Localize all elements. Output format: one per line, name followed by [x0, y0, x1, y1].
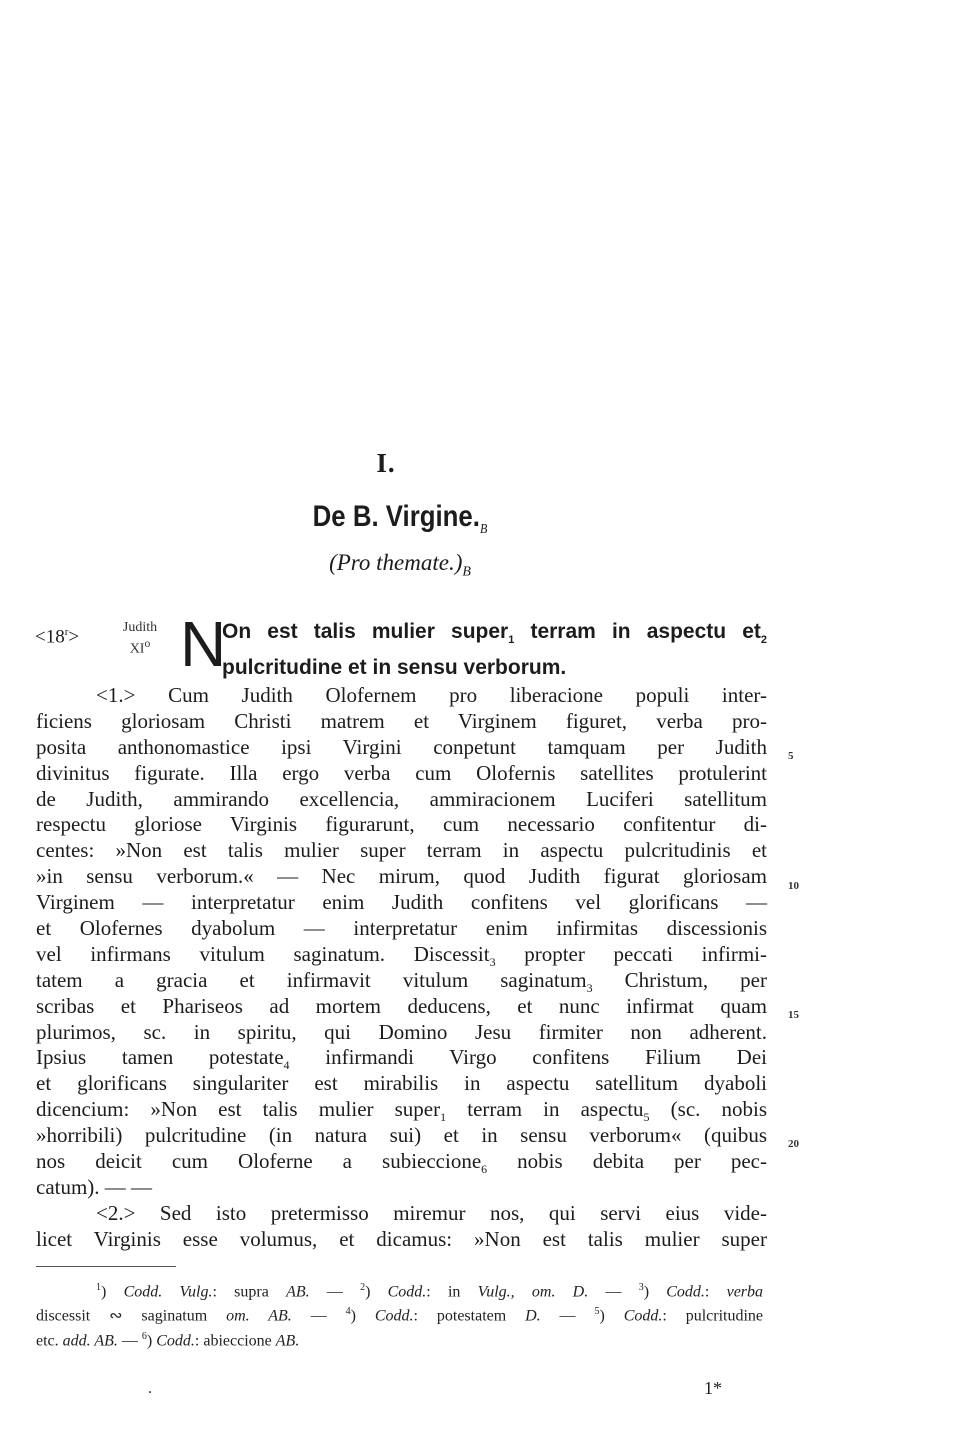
title-siglum: B	[479, 522, 488, 537]
subtitle-siglum: B	[462, 564, 471, 580]
text-line: centes: »Non est talis mulier super terram in aspectu pulcritudinis et	[36, 838, 767, 863]
text-line: de Judith, ammirando excellencia, ammiracionem Luciferi satellitum	[36, 786, 767, 811]
text-line: <2.> Sed isto pretermisso miremur nos, qui servi eius vide-	[96, 1200, 767, 1225]
subtitle-text: (Pro themate.)	[329, 550, 463, 575]
footnote-line: discessit ∾ saginatum om. AB. — $^4$) Codd.: potestatem D. — $^5$) Codd.: pulcritudine	[36, 1306, 764, 1325]
line-number: 10	[788, 880, 799, 892]
text-line: »horribili) pulcritudine (in natura sui) et in sensu verborum« (quibus	[36, 1123, 767, 1148]
text-line: Virginem — interpretatur enim Judith confitens vel glorificans —	[36, 890, 767, 915]
sermon-subtitle	[0, 550, 800, 581]
line-number: 5	[788, 750, 794, 762]
line-number: 15	[788, 1009, 799, 1021]
folio-reference: $<18^r>$	[35, 626, 80, 648]
text-line: plurimos, sc. in spiritu, qui Domino Jesu firmiter non adherent.	[36, 1019, 767, 1044]
sermon-title	[56, 500, 744, 538]
text-line: catum). — —	[36, 1174, 153, 1199]
margin-bible-reference: Judith $XI^o$	[122, 620, 158, 657]
text-line: tatem a gracia et infirmavit vitulum saginatum$_3$ Christum, per	[36, 967, 767, 995]
footnote-rule	[36, 1266, 176, 1267]
line-number: 20	[788, 1138, 799, 1150]
text-line: dicencium: »Non est talis mulier super$_1$ terram in aspectu$_5$ (sc. nobis	[36, 1097, 767, 1125]
text-line: respectu gloriose Virginis figurarunt, cum necessario confitentur di-	[36, 812, 767, 837]
text-line: ficiens gloriosam Christi matrem et Virginem figuret, verba pro-	[36, 708, 767, 733]
text-line: licet Virginis esse volumus, et dicamus: »Non est talis mulier super	[36, 1226, 767, 1251]
text-line: Ipsius tamen potestate$_4$ infirmandi Virgo confitens Filium Dei	[36, 1045, 768, 1073]
text-line: nos deicit cum Oloferne a subieccione$_6$ nobis debita per pec-	[36, 1149, 767, 1177]
printer-signature: 1*	[704, 1378, 722, 1398]
text-line: divinitus figurate. Illa ergo verba cum Olofernis satellites protulerint	[36, 760, 767, 785]
stray-dot: .	[148, 1380, 152, 1397]
footnote-line: etc. add. AB. — $^6$) Codd.: abieccione AB.	[36, 1330, 300, 1349]
text-line: »in sensu verborum.« — Nec mirum, quod Judith figurat gloriosam	[36, 864, 767, 889]
drop-cap-initial: N	[180, 608, 227, 680]
text-line: <1.> Cum Judith Olofernem pro liberacione populi inter-	[96, 683, 767, 707]
text-line: et Olofernes dyabolum — interpretatur enim infirmitas discessionis	[36, 916, 767, 941]
text-line: et glorificans singulariter est mirabilis in aspectu satellitum dyaboli	[36, 1071, 767, 1096]
footnotes	[36, 1278, 763, 1351]
text-line: vel infirmans vitulum saginatum. Discessit$_3$ propter peccati infirmi-	[36, 941, 767, 970]
footnote-line: $^1$) Codd. Vulg.: supra AB. — $^2$) Codd.: in Vulg., om. D. — $^3$) Codd.: verba	[96, 1282, 764, 1301]
text-line: scribas et Phariseos ad mortem deducens, et nunc infirmat quam	[36, 993, 767, 1018]
chapter-number: I.	[376, 448, 396, 478]
text-line: posita anthonomastice ipsi Virgini conpetunt tamquam per Judith	[36, 734, 767, 759]
body-text	[36, 683, 767, 1253]
sermon-motto: On est talis mulier super$_1$ terram in aspectu $et_2$ pulcritudine et in sensu verborum.	[222, 620, 767, 680]
title-text: De B. Virgine.	[312, 500, 480, 533]
